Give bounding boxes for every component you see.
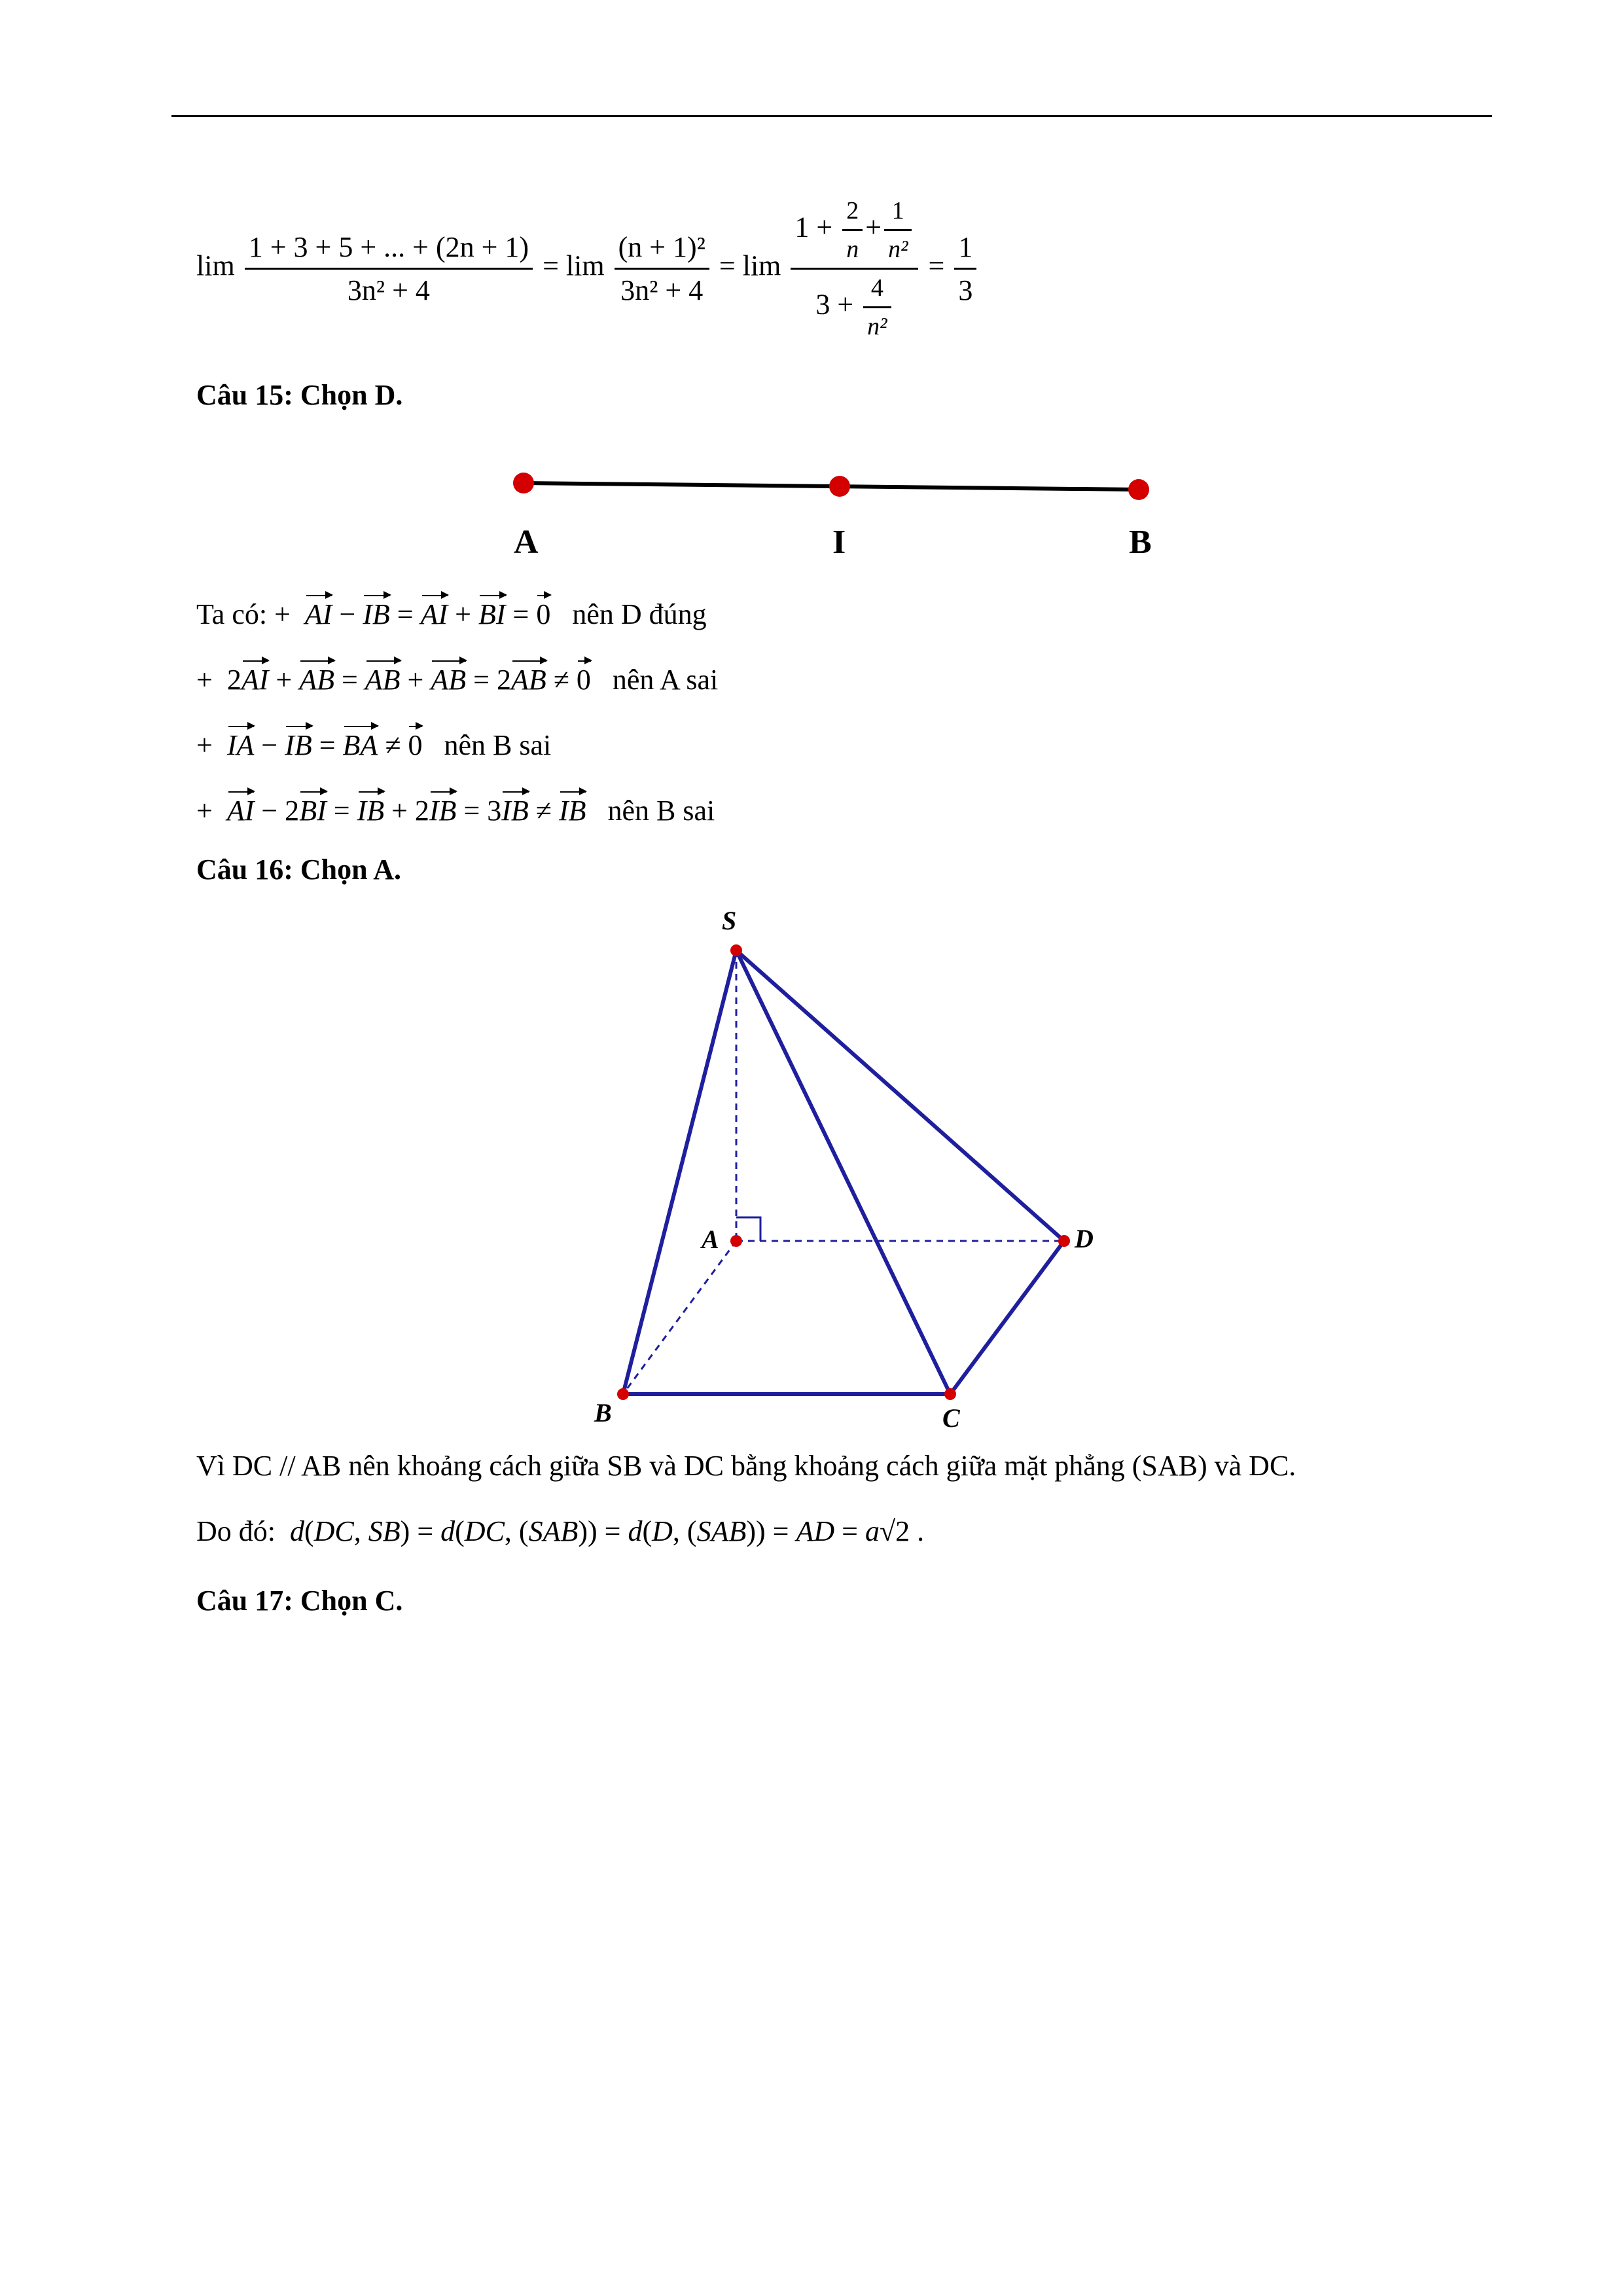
edge-sc	[736, 950, 950, 1394]
vertex-b	[617, 1388, 629, 1400]
vertex-a	[730, 1235, 742, 1247]
question-15-heading: Câu 15: Chọn D.	[196, 379, 403, 411]
point-a	[513, 473, 534, 493]
edge-sb	[623, 950, 736, 1394]
header-rule	[171, 115, 1492, 117]
label-a: A	[514, 524, 539, 561]
vertex-d	[1058, 1235, 1070, 1247]
fraction-2: $\frac{\text{(n + 1)²}}{\text{3n² + 4}}$	[615, 230, 709, 307]
edge-ab-hidden	[623, 1241, 736, 1394]
label-a: A	[702, 1225, 719, 1254]
fraction-3: 1 + $\frac{2}{n}$ + $\frac{1}{\text{n²}}$ 3 + $\frac{4}{\text{n²}}$	[791, 196, 918, 341]
q16-text-1: Vì DC // AB nên khoảng cách giữa SB và DC bằng khoảng cách giữa mặt phẳng (SAB) và DC.	[196, 1450, 1296, 1482]
question-16-heading: Câu 16: Chọn A.	[196, 853, 401, 886]
segment-diagram	[484, 458, 1178, 576]
vertex-c	[944, 1388, 956, 1400]
label-i: I	[832, 524, 846, 561]
question-17-heading: Câu 17: Chọn C.	[196, 1585, 403, 1617]
vertex-s	[730, 944, 742, 956]
edge-sd	[736, 950, 1064, 1241]
point-b	[1128, 479, 1149, 500]
label-s: S	[722, 906, 737, 935]
label-c: C	[942, 1403, 960, 1433]
q15-line-3: + IA − IB = BA ≠ 0 nên B sai	[196, 729, 552, 761]
label-d: D	[1075, 1224, 1094, 1253]
fraction-result: $\frac{1}{3}$	[954, 230, 976, 307]
q16-text-2: Do đó: d(DC, SB) = d(DC, (SAB)) = d(D, (SAB)) = AD = a√2 .	[196, 1515, 925, 1547]
q15-line-1: Ta có: + AI − IB = AI + BI = 0 nên D đúng	[196, 598, 707, 630]
label-b: B	[594, 1398, 612, 1427]
edge-cd	[950, 1241, 1064, 1394]
fraction-1: $\frac{1 + 3 + 5 + ... + (2n + 1)}{\text{3n² + 4}}$	[245, 230, 533, 307]
limit-formula: lim $\frac{1 + 3 + 5 + ... + (2n + 1)}{\text{3n² + 4}}$ = lim $\frac{\text{(n + 1)²}}{\text{3n² + 4}}$ = lim 1 + $\frac{2}{n}$ + $\frac{1}{\text{n²}}$ 3 + $\frac{4}{\text{n²}}$ = $\frac{1}{3}$	[196, 196, 979, 341]
q15-line-2: + 2AI + AB = AB + AB = 2AB ≠ 0 nên A sai	[196, 664, 719, 696]
label-b: B	[1129, 524, 1152, 561]
q15-line-4: + AI − 2BI = IB + 2IB = 3IB ≠ IB nên B sai	[196, 795, 715, 827]
point-i	[829, 476, 850, 497]
pyramid-diagram	[537, 897, 1126, 1446]
